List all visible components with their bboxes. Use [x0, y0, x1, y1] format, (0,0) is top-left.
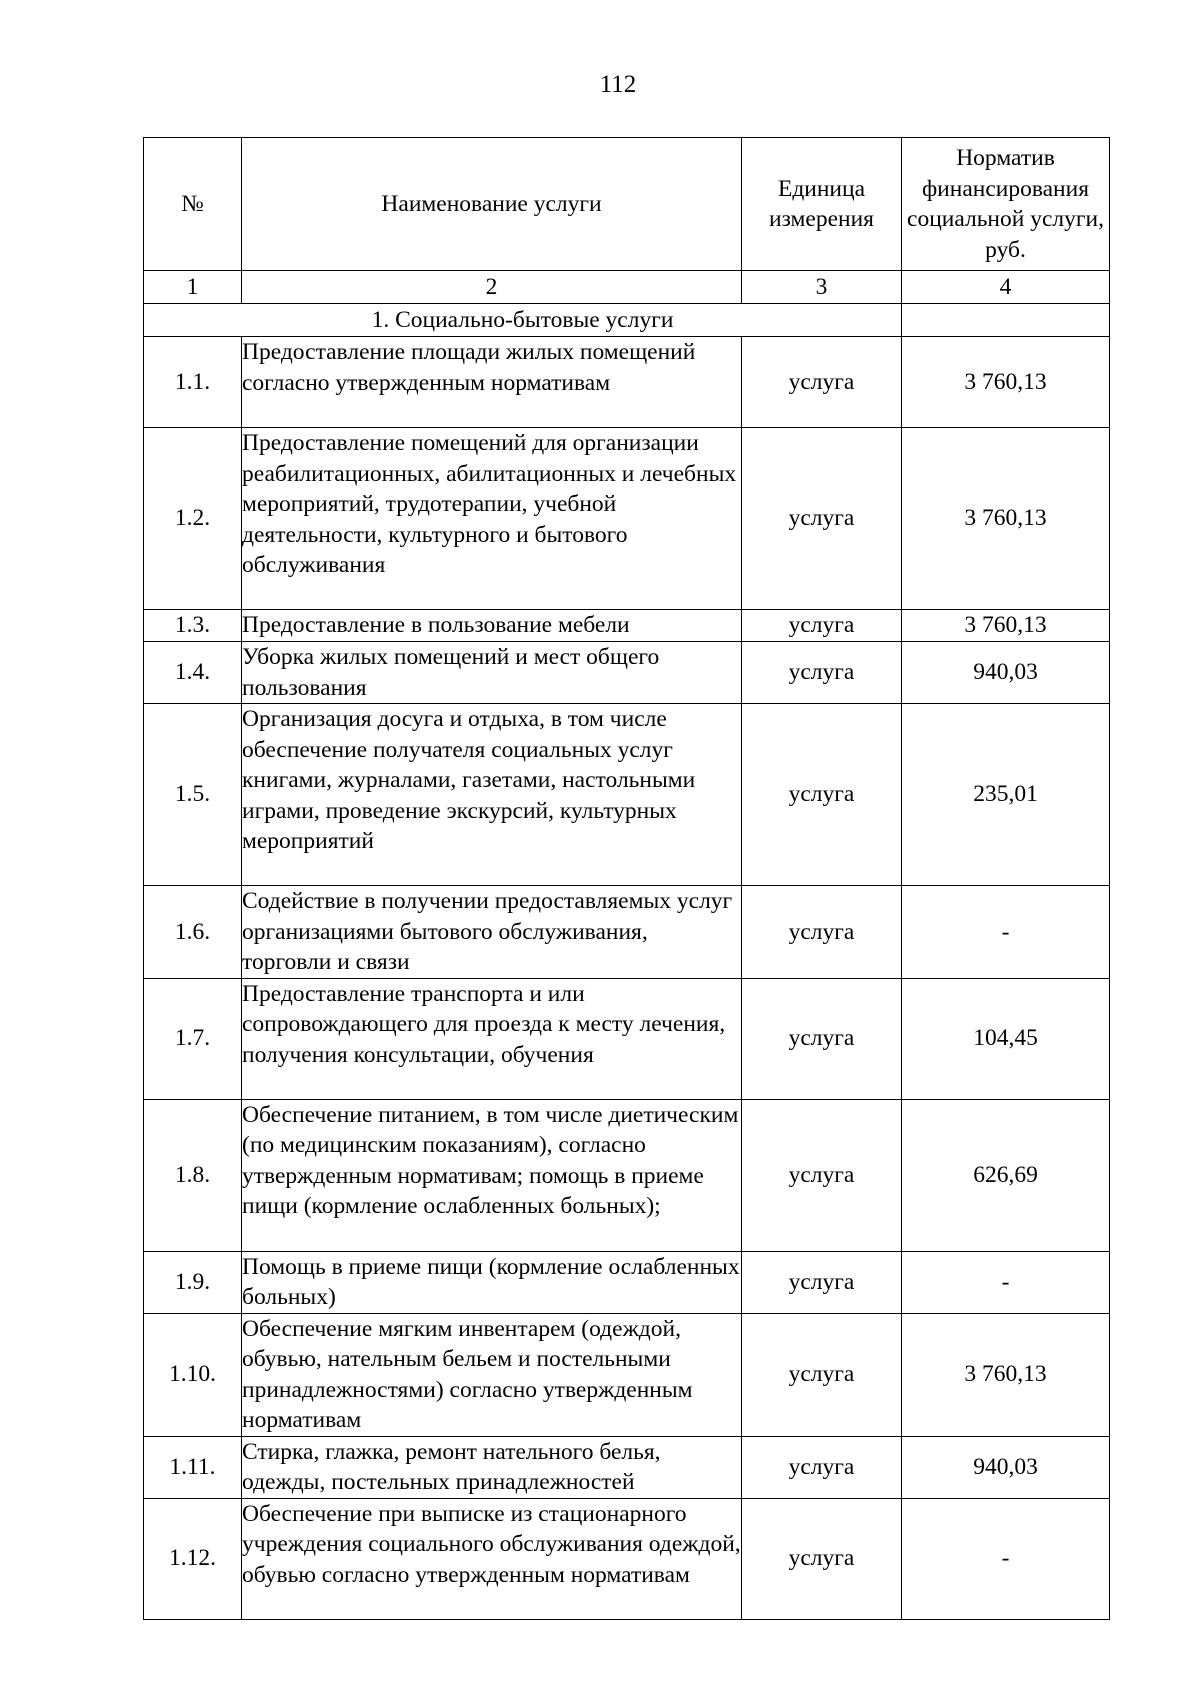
row-num: 1.9.: [144, 1251, 242, 1313]
row-service-name: Обеспечение мягким инвентарем (одеждой, обувью, нательным бельем и постельными принадлежностями) согласно утвержденным нормативам: [242, 1313, 742, 1436]
row-service-name: Содействие в получении предоставляемых услуг организациями бытового обслуживания, торговли и связи: [242, 886, 742, 979]
page-number: 112: [599, 71, 637, 98]
row-norm: 940,03: [902, 642, 1110, 704]
column-index: 2: [242, 271, 742, 304]
row-service-name: Организация досуга и отдыха, в том числе обеспечение получателя социальных услуг книгами, журналами, газетами, настольными играми, проведение экскурсий, культурных мероприятий: [242, 704, 742, 886]
section-title: 1. Социально-бытовые услуги: [144, 304, 902, 337]
column-index: 3: [742, 271, 902, 304]
table-row: [144, 642, 1110, 704]
table-row: [144, 428, 1110, 610]
row-unit: услуга: [742, 1099, 902, 1251]
row-norm: 3 760,13: [902, 337, 1110, 428]
row-unit: услуга: [742, 704, 902, 886]
row-unit: услуга: [742, 337, 902, 428]
row-num: 1.5.: [144, 704, 242, 886]
table-row: [144, 1498, 1110, 1619]
row-num: 1.12.: [144, 1498, 242, 1619]
row-norm: -: [902, 1498, 1110, 1619]
services-table: [143, 137, 1110, 1620]
table-row: [144, 610, 1110, 642]
column-index-row: [144, 271, 1110, 304]
table-row: [144, 886, 1110, 979]
row-unit: услуга: [742, 1251, 902, 1313]
table-row: [144, 1251, 1110, 1313]
row-num: 1.10.: [144, 1313, 242, 1436]
row-num: 1.1.: [144, 337, 242, 428]
row-service-name: Уборка жилых помещений и мест общего пользования: [242, 642, 742, 704]
row-norm: 235,01: [902, 704, 1110, 886]
header-norm: Норматив финансирования социальной услуги, руб.: [902, 138, 1110, 271]
row-service-name: Предоставление в пользование мебели: [242, 610, 742, 642]
header-name: Наименование услуги: [242, 138, 742, 271]
row-norm: 940,03: [902, 1436, 1110, 1498]
section-empty-cell: [902, 304, 1110, 337]
row-num: 1.11.: [144, 1436, 242, 1498]
row-norm: -: [902, 886, 1110, 979]
row-unit: услуга: [742, 642, 902, 704]
row-num: 1.7.: [144, 978, 242, 1099]
row-num: 1.3.: [144, 610, 242, 642]
section-row: [144, 304, 1110, 337]
column-index: 1: [144, 271, 242, 304]
header-row: [144, 138, 1110, 271]
row-num: 1.8.: [144, 1099, 242, 1251]
row-unit: услуга: [742, 428, 902, 610]
table-row: [144, 978, 1110, 1099]
row-service-name: Стирка, глажка, ремонт нательного белья, одежды, постельных принадлежностей: [242, 1436, 742, 1498]
row-unit: услуга: [742, 1498, 902, 1619]
header-unit: Единица измерения: [742, 138, 902, 271]
row-unit: услуга: [742, 1436, 902, 1498]
header-num: №: [144, 138, 242, 271]
row-norm: 626,69: [902, 1099, 1110, 1251]
row-service-name: Предоставление площади жилых помещений согласно утвержденным нормативам: [242, 337, 742, 428]
column-index: 4: [902, 271, 1110, 304]
row-service-name: Предоставление помещений для организации реабилитационных, абилитационных и лечебных мероприятий, трудотерапии, учебной деятельности, культурного и бытового обслуживания: [242, 428, 742, 610]
row-num: 1.6.: [144, 886, 242, 979]
row-num: 1.2.: [144, 428, 242, 610]
table-row: [144, 1099, 1110, 1251]
row-service-name: Обеспечение питанием, в том числе диетическим (по медицинским показаниям), согласно утвержденным нормативам; помощь в приеме пищи (кормление ослабленных больных);: [242, 1099, 742, 1251]
row-unit: услуга: [742, 1313, 902, 1436]
row-norm: 3 760,13: [902, 428, 1110, 610]
row-norm: 3 760,13: [902, 1313, 1110, 1436]
table-row: [144, 337, 1110, 428]
row-norm: 104,45: [902, 978, 1110, 1099]
row-service-name: Предоставление транспорта и или сопровождающего для проезда к месту лечения, получения консультации, обучения: [242, 978, 742, 1099]
table-row: [144, 704, 1110, 886]
row-num: 1.4.: [144, 642, 242, 704]
row-norm: -: [902, 1251, 1110, 1313]
row-unit: услуга: [742, 610, 902, 642]
row-norm: 3 760,13: [902, 610, 1110, 642]
row-unit: услуга: [742, 978, 902, 1099]
table-row: [144, 1313, 1110, 1436]
row-service-name: Обеспечение при выписке из стационарного учреждения социального обслуживания одеждой, обувью согласно утвержденным нормативам: [242, 1498, 742, 1619]
row-unit: услуга: [742, 886, 902, 979]
row-service-name: Помощь в приеме пищи (кормление ослабленных больных): [242, 1251, 742, 1313]
table-row: [144, 1436, 1110, 1498]
